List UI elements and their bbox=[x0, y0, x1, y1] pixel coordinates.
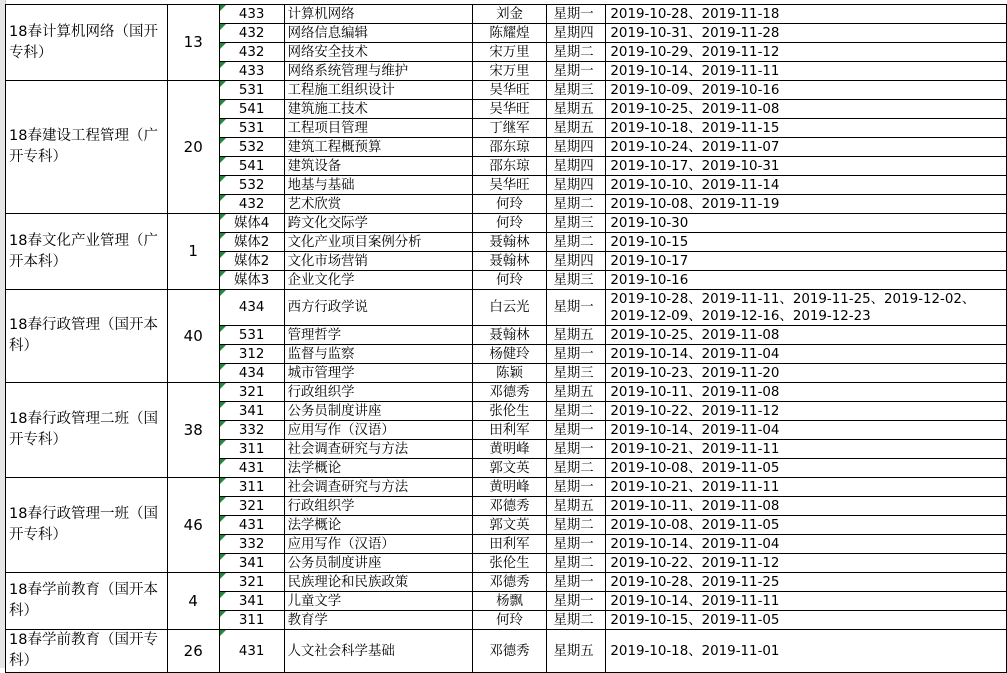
class-name-cell[interactable]: 18春计算机网络（国开专科） bbox=[6, 5, 168, 81]
room-cell[interactable]: 531 bbox=[219, 326, 284, 345]
dates-cell[interactable]: 2019-10-10、2019-11-14 bbox=[606, 176, 1007, 195]
room-cell[interactable]: 434 bbox=[219, 290, 284, 326]
teacher-cell[interactable]: 陈颖 bbox=[472, 364, 547, 383]
student-count-cell[interactable]: 40 bbox=[167, 290, 219, 383]
teacher-cell[interactable]: 何玲 bbox=[472, 611, 547, 630]
room-cell[interactable]: 312 bbox=[219, 345, 284, 364]
dates-cell[interactable]: 2019-10-11、2019-11-08 bbox=[606, 497, 1007, 516]
dates-cell[interactable]: 2019-10-25、2019-11-08 bbox=[606, 100, 1007, 119]
weekday-cell[interactable]: 星期二 bbox=[547, 402, 606, 421]
dates-cell[interactable]: 2019-10-22、2019-11-12 bbox=[606, 554, 1007, 573]
room-cell[interactable]: 321 bbox=[219, 497, 284, 516]
teacher-cell[interactable]: 田利军 bbox=[472, 535, 547, 554]
table-row bbox=[6, 5, 1007, 24]
room-cell[interactable]: 321 bbox=[219, 383, 284, 402]
teacher-cell[interactable]: 白云光 bbox=[472, 290, 547, 326]
dates-cell[interactable]: 2019-10-28、2019-11-25 bbox=[606, 573, 1007, 592]
teacher-cell[interactable]: 邓德秀 bbox=[472, 497, 547, 516]
room-cell[interactable]: 431 bbox=[219, 459, 284, 478]
weekday-cell[interactable]: 星期五 bbox=[547, 630, 606, 673]
room-cell[interactable]: 332 bbox=[219, 421, 284, 440]
room-cell[interactable]: 媒体4 bbox=[219, 214, 284, 233]
room-cell[interactable]: 341 bbox=[219, 402, 284, 421]
weekday-cell[interactable]: 星期一 bbox=[547, 290, 606, 326]
dates-cell[interactable]: 2019-10-18、2019-11-15 bbox=[606, 119, 1007, 138]
teacher-cell[interactable]: 杨健玲 bbox=[472, 345, 547, 364]
dates-cell[interactable]: 2019-10-22、2019-11-12 bbox=[606, 402, 1007, 421]
course-cell[interactable]: 应用写作（汉语） bbox=[284, 535, 472, 554]
room-cell[interactable]: 541 bbox=[219, 100, 284, 119]
dates-cell[interactable]: 2019-10-14、2019-11-04 bbox=[606, 421, 1007, 440]
student-count-cell[interactable]: 4 bbox=[167, 573, 219, 630]
weekday-cell[interactable]: 星期一 bbox=[547, 478, 606, 497]
weekday-cell[interactable]: 星期二 bbox=[547, 516, 606, 535]
teacher-cell[interactable]: 杨飘 bbox=[472, 592, 547, 611]
table-row bbox=[6, 630, 1007, 673]
weekday-cell[interactable]: 星期一 bbox=[547, 440, 606, 459]
course-cell[interactable]: 建筑设备 bbox=[284, 157, 472, 176]
weekday-cell[interactable]: 星期四 bbox=[547, 252, 606, 271]
teacher-cell[interactable]: 黄明峰 bbox=[472, 440, 547, 459]
dates-cell[interactable]: 2019-10-17 bbox=[606, 252, 1007, 271]
weekday-cell[interactable]: 星期一 bbox=[547, 421, 606, 440]
dates-cell[interactable]: 2019-10-18、2019-11-01 bbox=[606, 630, 1007, 673]
weekday-cell[interactable]: 星期四 bbox=[547, 138, 606, 157]
table-row bbox=[6, 214, 1007, 233]
weekday-cell[interactable]: 星期五 bbox=[547, 326, 606, 345]
dates-cell[interactable]: 2019-10-08、2019-11-05 bbox=[606, 459, 1007, 478]
dates-cell[interactable]: 2019-10-30 bbox=[606, 214, 1007, 233]
course-cell[interactable]: 文化产业项目案例分析 bbox=[284, 233, 472, 252]
dates-cell[interactable]: 2019-10-11、2019-11-08 bbox=[606, 383, 1007, 402]
weekday-cell[interactable]: 星期一 bbox=[547, 345, 606, 364]
teacher-cell[interactable]: 吴华旺 bbox=[472, 81, 547, 100]
teacher-cell[interactable]: 陈耀煌 bbox=[472, 24, 547, 43]
teacher-cell[interactable]: 邓德秀 bbox=[472, 573, 547, 592]
course-cell[interactable]: 网络安全技术 bbox=[284, 43, 472, 62]
class-name-cell[interactable]: 18春学前教育（国开专科） bbox=[6, 630, 168, 673]
teacher-cell[interactable]: 何玲 bbox=[472, 271, 547, 290]
weekday-cell[interactable]: 星期一 bbox=[547, 592, 606, 611]
weekday-cell[interactable]: 星期一 bbox=[547, 573, 606, 592]
teacher-cell[interactable]: 郭文英 bbox=[472, 459, 547, 478]
table-row bbox=[6, 81, 1007, 100]
room-cell[interactable]: 432 bbox=[219, 195, 284, 214]
course-cell[interactable]: 建筑施工技术 bbox=[284, 100, 472, 119]
table-row bbox=[6, 573, 1007, 592]
dates-cell[interactable]: 2019-10-29、2019-11-12 bbox=[606, 43, 1007, 62]
weekday-cell[interactable]: 星期二 bbox=[547, 611, 606, 630]
dates-cell[interactable]: 2019-10-08、2019-11-19 bbox=[606, 195, 1007, 214]
weekday-cell[interactable]: 星期四 bbox=[547, 157, 606, 176]
room-cell[interactable]: 541 bbox=[219, 157, 284, 176]
weekday-cell[interactable]: 星期一 bbox=[547, 62, 606, 81]
weekday-cell[interactable]: 星期三 bbox=[547, 364, 606, 383]
course-cell[interactable]: 城市管理学 bbox=[284, 364, 472, 383]
room-cell[interactable]: 433 bbox=[219, 62, 284, 81]
course-cell[interactable]: 监督与监察 bbox=[284, 345, 472, 364]
room-cell[interactable]: 332 bbox=[219, 535, 284, 554]
teacher-cell[interactable]: 刘金 bbox=[472, 5, 547, 24]
teacher-cell[interactable]: 吴华旺 bbox=[472, 100, 547, 119]
weekday-cell[interactable]: 星期一 bbox=[547, 5, 606, 24]
dates-cell[interactable]: 2019-10-14、2019-11-04 bbox=[606, 345, 1007, 364]
weekday-cell[interactable]: 星期三 bbox=[547, 271, 606, 290]
dates-cell[interactable]: 2019-10-14、2019-11-11 bbox=[606, 592, 1007, 611]
weekday-cell[interactable]: 星期二 bbox=[547, 43, 606, 62]
room-cell[interactable]: 434 bbox=[219, 364, 284, 383]
course-cell[interactable]: 文化市场营销 bbox=[284, 252, 472, 271]
room-cell[interactable]: 433 bbox=[219, 5, 284, 24]
course-cell[interactable]: 艺术欣赏 bbox=[284, 195, 472, 214]
dates-cell[interactable]: 2019-10-15、2019-11-05 bbox=[606, 611, 1007, 630]
weekday-cell[interactable]: 星期四 bbox=[547, 24, 606, 43]
course-cell[interactable]: 工程项目管理 bbox=[284, 119, 472, 138]
dates-cell[interactable]: 2019-10-14、2019-11-04 bbox=[606, 535, 1007, 554]
teacher-cell[interactable]: 宋万里 bbox=[472, 62, 547, 81]
weekday-cell[interactable]: 星期二 bbox=[547, 233, 606, 252]
room-cell[interactable]: 532 bbox=[219, 176, 284, 195]
teacher-cell[interactable]: 张伦生 bbox=[472, 402, 547, 421]
room-cell[interactable]: 432 bbox=[219, 43, 284, 62]
teacher-cell[interactable]: 田利军 bbox=[472, 421, 547, 440]
teacher-cell[interactable]: 聂翰林 bbox=[472, 252, 547, 271]
room-cell[interactable]: 341 bbox=[219, 554, 284, 573]
class-name-cell[interactable]: 18春行政管理（国开本科） bbox=[6, 290, 168, 383]
course-cell[interactable]: 人文社会科学基础 bbox=[284, 630, 472, 673]
dates-cell[interactable]: 2019-10-08、2019-11-05 bbox=[606, 516, 1007, 535]
dates-cell[interactable]: 2019-10-21、2019-11-11 bbox=[606, 478, 1007, 497]
weekday-cell[interactable]: 星期五 bbox=[547, 100, 606, 119]
room-cell[interactable]: 431 bbox=[219, 516, 284, 535]
room-cell[interactable]: 媒体2 bbox=[219, 233, 284, 252]
room-cell[interactable]: 531 bbox=[219, 119, 284, 138]
dates-cell[interactable]: 2019-10-21、2019-11-11 bbox=[606, 440, 1007, 459]
room-cell[interactable]: 311 bbox=[219, 440, 284, 459]
room-cell[interactable]: 532 bbox=[219, 138, 284, 157]
room-cell[interactable]: 432 bbox=[219, 24, 284, 43]
teacher-cell[interactable]: 邵东琼 bbox=[472, 157, 547, 176]
teacher-cell[interactable]: 聂翰林 bbox=[472, 233, 547, 252]
table-row bbox=[6, 383, 1007, 402]
schedule-body bbox=[6, 5, 1007, 673]
course-cell[interactable]: 法学概论 bbox=[284, 459, 472, 478]
room-cell[interactable]: 321 bbox=[219, 573, 284, 592]
course-cell[interactable]: 行政组织学 bbox=[284, 383, 472, 402]
teacher-cell[interactable]: 郭文英 bbox=[472, 516, 547, 535]
course-cell[interactable]: 社会调查研究与方法 bbox=[284, 478, 472, 497]
teacher-cell[interactable]: 丁继军 bbox=[472, 119, 547, 138]
weekday-cell[interactable]: 星期五 bbox=[547, 497, 606, 516]
weekday-cell[interactable]: 星期二 bbox=[547, 554, 606, 573]
room-cell[interactable]: 311 bbox=[219, 478, 284, 497]
student-count-cell[interactable]: 1 bbox=[167, 214, 219, 290]
schedule-table bbox=[5, 4, 1007, 673]
dates-cell[interactable]: 2019-10-16 bbox=[606, 271, 1007, 290]
room-cell[interactable]: 431 bbox=[219, 630, 284, 673]
teacher-cell[interactable]: 吴华旺 bbox=[472, 176, 547, 195]
course-cell[interactable]: 网络系统管理与维护 bbox=[284, 62, 472, 81]
weekday-cell[interactable]: 星期五 bbox=[547, 119, 606, 138]
course-cell[interactable]: 行政组织学 bbox=[284, 497, 472, 516]
course-cell[interactable]: 应用写作（汉语） bbox=[284, 421, 472, 440]
dates-cell[interactable]: 2019-10-25、2019-11-08 bbox=[606, 326, 1007, 345]
course-cell[interactable]: 公务员制度讲座 bbox=[284, 402, 472, 421]
room-cell[interactable]: 311 bbox=[219, 611, 284, 630]
course-cell[interactable]: 网络信息编辑 bbox=[284, 24, 472, 43]
dates-cell[interactable]: 2019-10-17、2019-10-31 bbox=[606, 157, 1007, 176]
class-name-cell[interactable]: 18春文化产业管理（广开本科） bbox=[6, 214, 168, 290]
course-cell[interactable]: 地基与基础 bbox=[284, 176, 472, 195]
dates-cell[interactable]: 2019-10-23、2019-11-20 bbox=[606, 364, 1007, 383]
room-cell[interactable]: 341 bbox=[219, 592, 284, 611]
dates-cell[interactable]: 2019-10-28、2019-11-18 bbox=[606, 5, 1007, 24]
course-cell[interactable]: 公务员制度讲座 bbox=[284, 554, 472, 573]
class-name-cell[interactable]: 18春行政管理二班（国开专科） bbox=[6, 383, 168, 478]
weekday-cell[interactable]: 星期四 bbox=[547, 176, 606, 195]
course-cell[interactable]: 建筑工程概预算 bbox=[284, 138, 472, 157]
course-cell[interactable]: 儿童文学 bbox=[284, 592, 472, 611]
teacher-cell[interactable]: 宋万里 bbox=[472, 43, 547, 62]
teacher-cell[interactable]: 邓德秀 bbox=[472, 383, 547, 402]
course-cell[interactable]: 工程施工组织设计 bbox=[284, 81, 472, 100]
dates-cell[interactable]: 2019-10-24、2019-11-07 bbox=[606, 138, 1007, 157]
weekday-cell[interactable]: 星期五 bbox=[547, 383, 606, 402]
student-count-cell[interactable]: 46 bbox=[167, 478, 219, 573]
table-row bbox=[6, 478, 1007, 497]
teacher-cell[interactable]: 何玲 bbox=[472, 195, 547, 214]
teacher-cell[interactable]: 邓德秀 bbox=[472, 630, 547, 673]
room-cell[interactable]: 531 bbox=[219, 81, 284, 100]
teacher-cell[interactable]: 张伦生 bbox=[472, 554, 547, 573]
course-cell[interactable]: 企业文化学 bbox=[284, 271, 472, 290]
dates-cell[interactable]: 2019-10-28、2019-11-11、2019-11-25、2019-12-02、2019-12-09、2019-12-16、2019-12-23 bbox=[606, 290, 1007, 326]
course-cell[interactable]: 计算机网络 bbox=[284, 5, 472, 24]
course-cell[interactable]: 民族理论和民族政策 bbox=[284, 573, 472, 592]
dates-cell[interactable]: 2019-10-09、2019-10-16 bbox=[606, 81, 1007, 100]
weekday-cell[interactable]: 星期三 bbox=[547, 81, 606, 100]
teacher-cell[interactable]: 黄明峰 bbox=[472, 478, 547, 497]
class-name-cell[interactable]: 18春行政管理一班（国开专科） bbox=[6, 478, 168, 573]
weekday-cell[interactable]: 星期一 bbox=[547, 535, 606, 554]
teacher-cell[interactable]: 聂翰林 bbox=[472, 326, 547, 345]
dates-cell[interactable]: 2019-10-14、2019-11-11 bbox=[606, 62, 1007, 81]
table-row bbox=[6, 290, 1007, 326]
student-count-cell[interactable]: 13 bbox=[167, 5, 219, 81]
course-cell[interactable]: 社会调查研究与方法 bbox=[284, 440, 472, 459]
teacher-cell[interactable]: 邵东琼 bbox=[472, 138, 547, 157]
course-cell[interactable]: 法学概论 bbox=[284, 516, 472, 535]
course-cell[interactable]: 教育学 bbox=[284, 611, 472, 630]
room-cell[interactable]: 媒体3 bbox=[219, 271, 284, 290]
class-name-cell[interactable]: 18春学前教育（国开本科） bbox=[6, 573, 168, 630]
weekday-cell[interactable]: 星期三 bbox=[547, 214, 606, 233]
course-cell[interactable]: 跨文化交际学 bbox=[284, 214, 472, 233]
weekday-cell[interactable]: 星期二 bbox=[547, 459, 606, 478]
student-count-cell[interactable]: 38 bbox=[167, 383, 219, 478]
room-cell[interactable]: 媒体2 bbox=[219, 252, 284, 271]
student-count-cell[interactable]: 26 bbox=[167, 630, 219, 673]
dates-cell[interactable]: 2019-10-15 bbox=[606, 233, 1007, 252]
dates-cell[interactable]: 2019-10-31、2019-11-28 bbox=[606, 24, 1007, 43]
course-cell[interactable]: 管理哲学 bbox=[284, 326, 472, 345]
teacher-cell[interactable]: 何玲 bbox=[472, 214, 547, 233]
weekday-cell[interactable]: 星期二 bbox=[547, 195, 606, 214]
course-cell[interactable]: 西方行政学说 bbox=[284, 290, 472, 326]
class-name-cell[interactable]: 18春建设工程管理（广开专科） bbox=[6, 81, 168, 214]
student-count-cell[interactable]: 20 bbox=[167, 81, 219, 214]
